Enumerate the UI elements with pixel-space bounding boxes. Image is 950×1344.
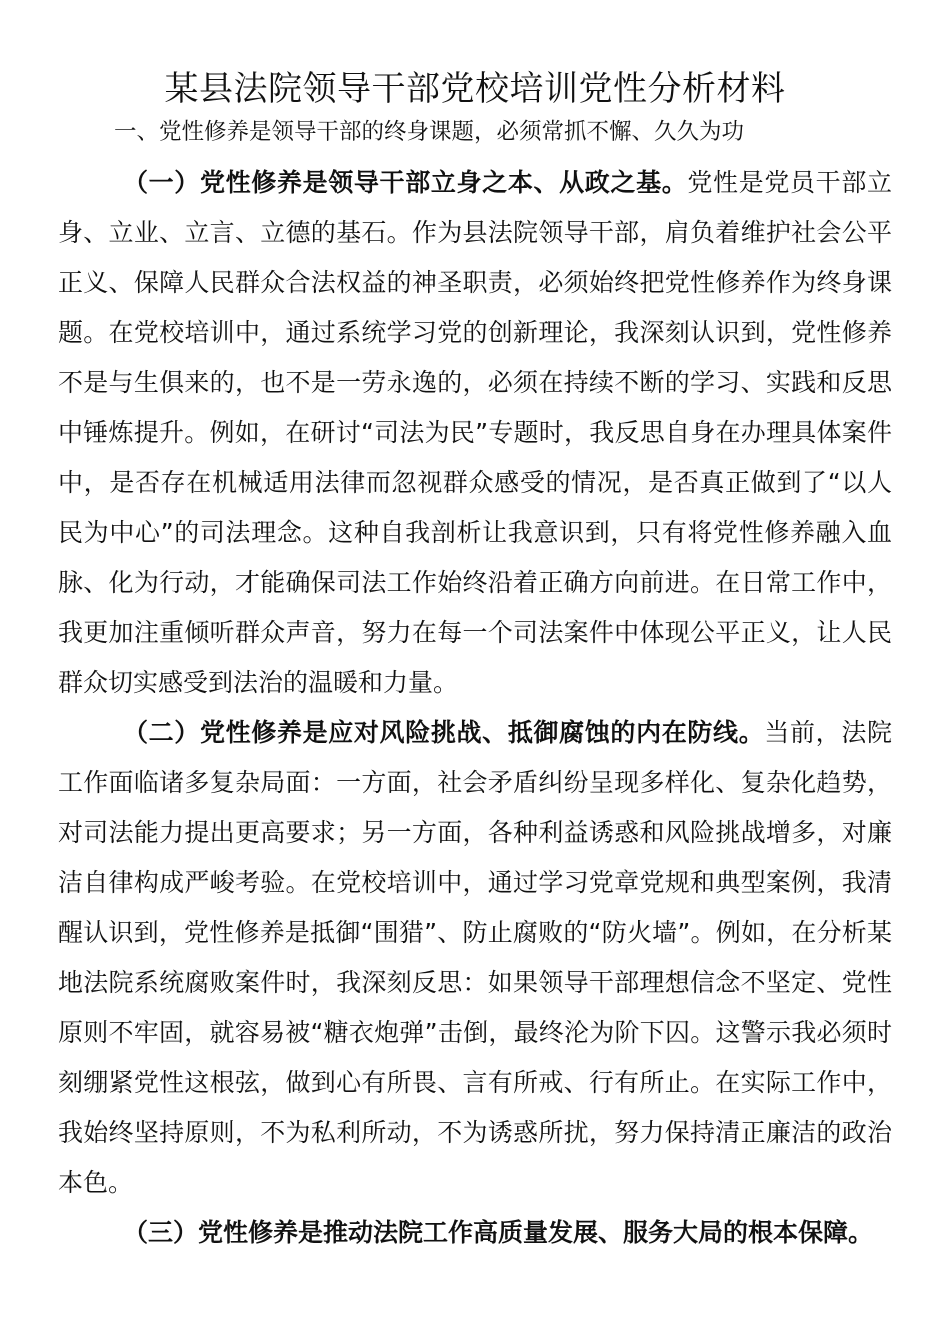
- paragraph-2-lead: （二）党性修养是应对风险挑战、抵御腐蚀的内在防线。: [123, 718, 765, 747]
- paragraph-2-body: 当前，法院工作面临诸多复杂局面：一方面，社会矛盾纠纷呈现多样化、复杂化趋势，对司法能力提出更高要求；另一方面，各种利益诱惑和风险挑战增多，对廉洁自律构成严峻考验。在党校培训中，通过学习党章党规和典型案例，我清醒认识到，党性修养是抵御“围猎”、防止腐败的“防火墙”。例如，在分析某地法院系统腐败案件时，我深刻反思：如果领导干部理想信念不坚定、党性原则不牢固，就容易被“糖衣炮弹”击倒，最终沦为阶下囚。这警示我必须时刻绷紧党性这根弦，做到心有所畏、言有所戒、行有所止。在实际工作中，我始终坚持原则，不为私利所动，不为诱惑所扰，努力保持清正廉洁的政治本色。: [58, 718, 892, 1197]
- paragraph-1: [58, 158, 892, 708]
- paragraph-1-lead: （一）党性修养是领导干部立身之本、从政之基。: [123, 168, 688, 197]
- paragraph-1-body: 党性是党员干部立身、立业、立言、立德的基石。作为县法院领导干部，肩负着维护社会公平正义、保障人民群众合法权益的神圣职责，必须始终把党性修养作为终身课题。在党校培训中，通过系统学习党的创新理论，我深刻认识到，党性修养不是与生俱来的，也不是一劳永逸的，必须在持续不断的学习、实践和反思中锤炼提升。例如，在研讨“司法为民”专题时，我反思自身在办理具体案件中，是否存在机械适用法律而忽视群众感受的情况，是否真正做到了“以人民为中心”的司法理念。这种自我剖析让我意识到，只有将党性修养融入血脉、化为行动，才能确保司法工作始终沿着正确方向前进。在日常工作中，我更加注重倾听群众声音，努力在每一个司法案件中体现公平正义，让人民群众切实感受到法治的温暖和力量。: [58, 168, 892, 697]
- section-heading: 一、党性修养是领导干部的终身课题，必须常抓不懈、久久为功: [114, 119, 745, 145]
- paragraph-2: [58, 708, 892, 1208]
- paragraph-3: [58, 1208, 892, 1258]
- paragraph-3-lead: （三）党性修养是推动法院工作高质量发展、服务大局的根本保障。: [123, 1218, 874, 1247]
- document-title: 某县法院领导干部党校培训党性分析材料: [164, 69, 786, 109]
